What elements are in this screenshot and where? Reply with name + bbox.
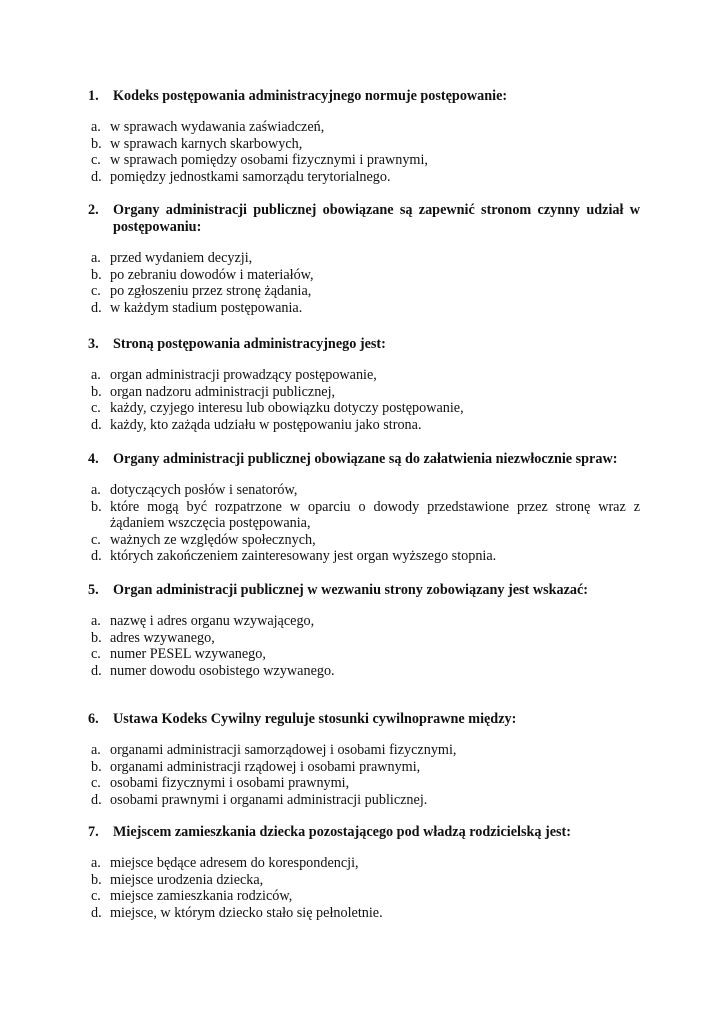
answer-text: w sprawach wydawania zaświadczeń, (110, 119, 325, 135)
question-number: 2. (88, 202, 99, 218)
answer-option (88, 888, 640, 905)
answer-option (88, 152, 640, 169)
answer-text: pomiędzy jednostkami samorządu terytorialnego. (110, 168, 391, 185)
question-heading (88, 202, 640, 236)
answer-text: numer dowodu osobistego wzywanego. (110, 662, 335, 679)
answer-option (88, 267, 640, 284)
answer-text: organami administracji samorządowej i osobami fizycznymi, (110, 742, 457, 758)
answer-letter: b. (91, 498, 102, 515)
answer-letter: a. (91, 855, 101, 871)
answer-letter: c. (91, 283, 101, 299)
answer-letter: d. (91, 548, 102, 564)
answer-letter: d. (91, 791, 102, 808)
answer-option (88, 613, 640, 630)
question-number: 3. (88, 336, 99, 352)
answer-list (88, 119, 640, 185)
answer-option (88, 384, 640, 401)
answer-letter: c. (91, 646, 101, 662)
answer-letter: a. (91, 119, 101, 135)
question-text: Miejscem zamieszkania dziecka pozostającego pod władzą rodzicielską jest: (113, 824, 571, 840)
answer-letter: b. (91, 383, 102, 400)
answer-letter: d. (91, 904, 102, 921)
answer-text: organ nadzoru administracji publicznej, (110, 383, 336, 400)
answer-option (88, 250, 640, 267)
answer-letter: d. (91, 416, 102, 433)
answer-text: organ administracji prowadzący postępowanie, (110, 367, 377, 383)
answer-letter: a. (91, 482, 101, 498)
answer-text: przed wydaniem decyzji, (110, 250, 253, 266)
question-5 (88, 582, 640, 679)
answer-letter: a. (91, 250, 101, 266)
question-1 (88, 88, 640, 185)
answer-text: po zgłoszeniu przez stronę żądania, (110, 283, 312, 299)
answer-option (88, 367, 640, 384)
answer-text: miejsce zamieszkania rodziców, (110, 888, 293, 904)
answer-text: każdy, kto zażąda udziału w postępowaniu jako strona. (110, 416, 422, 433)
answer-text: nazwę i adres organu wzywającego, (110, 613, 315, 629)
answer-option (88, 417, 640, 434)
question-text: Ustawa Kodeks Cywilny reguluje stosunki cywilnoprawne między: (113, 711, 517, 727)
answer-option (88, 283, 640, 300)
question-number: 5. (88, 582, 99, 598)
answer-option (88, 499, 640, 532)
question-heading (88, 451, 640, 468)
question-text: Organy administracji publicznej obowiązane są do załatwienia niezwłocznie spraw: (113, 451, 618, 467)
answer-letter: b. (91, 871, 102, 888)
answer-option (88, 905, 640, 922)
answer-letter: a. (91, 367, 101, 383)
question-3 (88, 336, 640, 433)
answer-option (88, 548, 640, 565)
answer-text: których zakończeniem zainteresowany jest organ wyższego stopnia. (110, 548, 497, 564)
answer-list (88, 367, 640, 433)
answer-option (88, 532, 640, 549)
answer-option (88, 872, 640, 889)
answer-option (88, 119, 640, 136)
answer-list (88, 613, 640, 679)
answer-option (88, 759, 640, 776)
answer-text: w każdym stadium postępowania. (110, 299, 303, 316)
answer-letter: b. (91, 629, 102, 646)
answer-option (88, 400, 640, 417)
answer-letter: c. (91, 775, 101, 791)
question-heading (88, 582, 640, 599)
answer-option (88, 630, 640, 647)
answer-letter: b. (91, 135, 102, 152)
answer-option (88, 300, 640, 317)
answer-letter: c. (91, 400, 101, 416)
answer-letter: b. (91, 266, 102, 283)
question-7 (88, 824, 640, 921)
question-number: 6. (88, 711, 99, 727)
question-heading (88, 88, 640, 105)
answer-text: miejsce urodzenia dziecka, (110, 871, 264, 888)
answer-text: ważnych ze względów społecznych, (110, 531, 316, 548)
answer-list (88, 742, 640, 808)
answer-list (88, 855, 640, 921)
question-text: Organy administracji publicznej obowiązane są zapewnić stronom czynny udział w postępowaniu: (113, 202, 640, 235)
answer-letter: a. (91, 613, 101, 629)
answer-option (88, 663, 640, 680)
answer-letter: d. (91, 168, 102, 185)
answer-text: organami administracji rządowej i osobami prawnymi, (110, 758, 421, 775)
answer-text: miejsce, w którym dziecko stało się pełnoletnie. (110, 904, 383, 921)
question-number: 7. (88, 824, 99, 840)
answer-option (88, 169, 640, 186)
answer-option (88, 482, 640, 499)
answer-text: w sprawach pomiędzy osobami fizycznymi i prawnymi, (110, 152, 428, 168)
answer-option (88, 792, 640, 809)
answer-text: adres wzywanego, (110, 629, 215, 646)
answer-option (88, 136, 640, 153)
answer-text: osobami prawnymi i organami administracji publicznej. (110, 791, 428, 808)
answer-text: miejsce będące adresem do korespondencji, (110, 855, 359, 871)
question-text: Kodeks postępowania administracyjnego normuje postępowanie: (113, 88, 508, 104)
question-4 (88, 451, 640, 565)
answer-list (88, 250, 640, 316)
answer-list (88, 482, 640, 565)
question-text: Stroną postępowania administracyjnego jest: (113, 336, 386, 352)
question-2 (88, 202, 640, 316)
answer-text: osobami fizycznymi i osobami prawnymi, (110, 775, 350, 791)
answer-option (88, 855, 640, 872)
answer-text: numer PESEL wzywanego, (110, 646, 266, 662)
answer-option (88, 775, 640, 792)
answer-text: które mogą być rozpatrzone w oparciu o dowody przedstawione przez stronę wraz z żądaniem wszczęcia postępowania, (110, 498, 640, 531)
answer-text: dotyczących posłów i senatorów, (110, 482, 298, 498)
question-number: 4. (88, 451, 99, 467)
answer-text: po zebraniu dowodów i materiałów, (110, 266, 314, 283)
question-heading (88, 824, 640, 841)
question-text: Organ administracji publicznej w wezwaniu strony zobowiązany jest wskazać: (113, 582, 588, 598)
question-heading (88, 336, 640, 353)
answer-letter: c. (91, 152, 101, 168)
answer-letter: d. (91, 662, 102, 679)
question-number: 1. (88, 88, 99, 104)
answer-letter: c. (91, 888, 101, 904)
question-6 (88, 711, 640, 808)
answer-letter: a. (91, 742, 101, 758)
answer-option (88, 742, 640, 759)
answer-text: w sprawach karnych skarbowych, (110, 135, 303, 152)
question-heading (88, 711, 640, 728)
answer-letter: d. (91, 299, 102, 316)
answer-text: każdy, czyjego interesu lub obowiązku dotyczy postępowanie, (110, 400, 464, 416)
answer-option (88, 646, 640, 663)
answer-letter: c. (91, 531, 101, 548)
answer-letter: b. (91, 758, 102, 775)
